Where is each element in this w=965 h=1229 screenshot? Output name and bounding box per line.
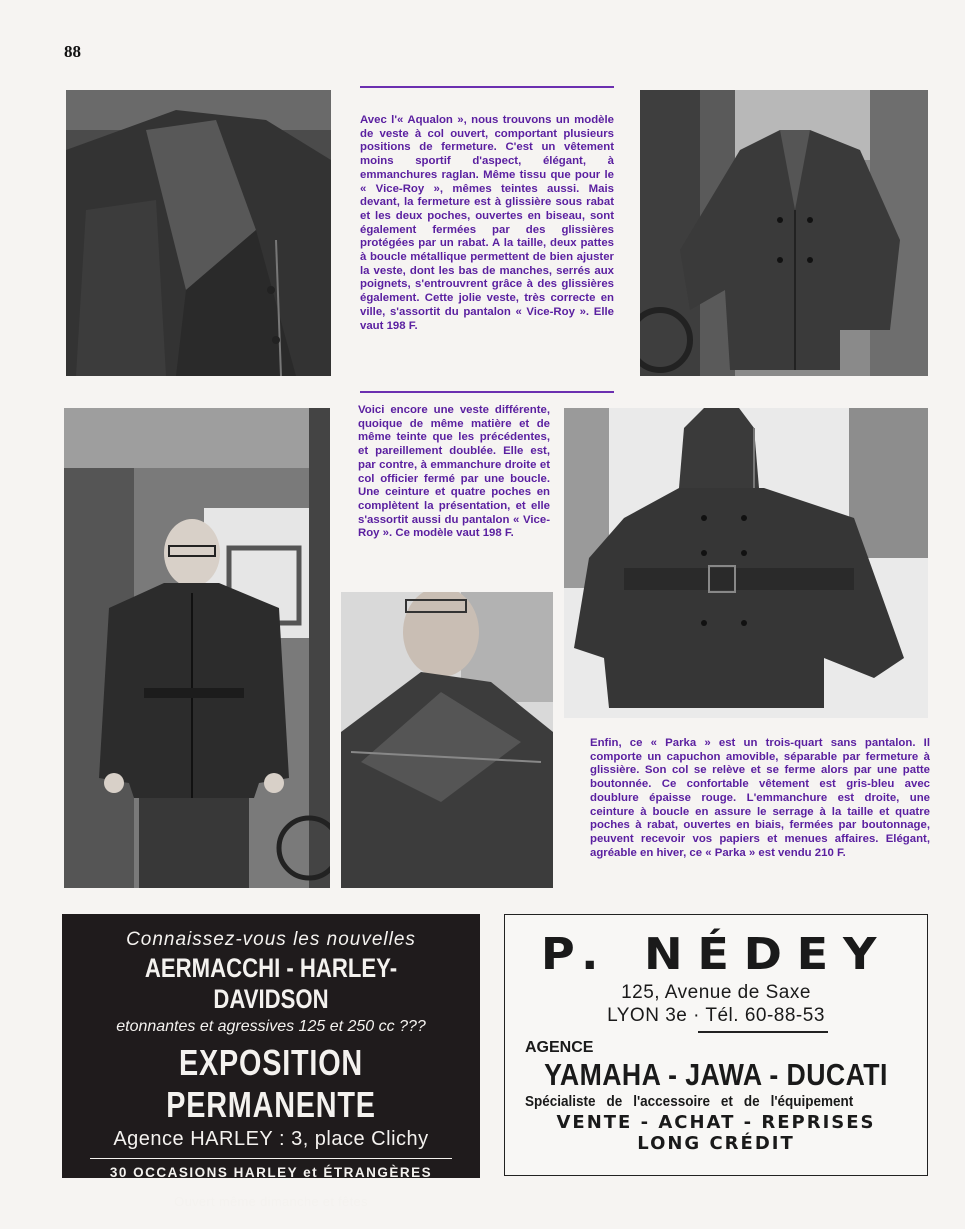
photo-aqualon-jacket-closeup <box>66 90 331 376</box>
ad-left-hours: Ouvert même dimanche et fêtes <box>174 1194 368 1209</box>
ad-left-brands: AERMACCHI - HARLEY-DAVIDSON <box>144 953 398 1014</box>
ad-harley-davidson <box>62 914 480 1209</box>
photo-aqualon-jacket-shop <box>640 90 928 376</box>
page-number: 88 <box>64 42 81 61</box>
ad-right-divider <box>698 1031 828 1033</box>
ad-right-specialist: Spécialiste de l'accessoire et de l'équipement <box>525 1092 854 1110</box>
ad-left-divider <box>90 1158 452 1159</box>
ad-right-vente: VENTE - ACHAT - REPRISES <box>556 1111 876 1133</box>
article-aqualon-text: Avec l'« Aqualon », nous trouvons un modèle de veste à col ouvert, comportant plusieurs positions de fermeture. C'est un vêtement moins sportif d'aspect, élégant, à emmanchures raglan. Même tissu que pour le « Vice-Roy », mêmes teintes aussi. Mais devant, la fermeture est à glissière sous rabat et les deux poches, ouvertes en biseau, sont également fermées par des glissières protégées par un rabat. A la taille, deux pattes à boucle métallique permettent de bien ajuster la veste, dont les bas de manches, serrés aux poignets, s'entrouvrent grâce à des glissières également. Cette jolie veste, très correcte en ville, s'assortit du pantalon « Vice-Roy ». Elle vaut 198 F. <box>360 114 614 332</box>
ad-right-credit: LONG CRÉDIT <box>637 1132 795 1154</box>
article-parka <box>590 737 930 860</box>
ad-right-city: LYON 3e · Tél. 60-88-53 <box>607 1005 825 1026</box>
ad-nedey <box>504 914 928 1176</box>
ad-right-brand: P. NÉDEY <box>540 929 892 980</box>
ad-left-address: Agence HARLEY : 3, place Clichy <box>113 1128 429 1150</box>
ad-left-tagline: etonnantes et agressives 125 et 250 cc ??? <box>116 1018 426 1035</box>
article-officier-text: Voici encore une veste différente, quoique de même matière et de même teinte que les précédentes, et pareillement doublée. Elle est, par contre, à emmanchure droite et col officier fermé par une boucle. Une ceinture et quatre poches en complètent la présentation, et elle s'assortit aussi du pantalon « Vice-Roy ». Ce modèle vaut 198 F. <box>358 404 550 540</box>
article-officier <box>358 404 550 541</box>
ad-left-occasions: 30 OCCASIONS HARLEY et ÉTRANGÈRES <box>109 1165 433 1180</box>
ad-right-brands: YAMAHA - JAWA - DUCATI <box>544 1056 888 1092</box>
ad-right-agence: AGENCE <box>525 1038 594 1056</box>
rule-bottom <box>360 391 614 393</box>
photo-collar-closeup <box>341 592 553 888</box>
article-aqualon <box>360 114 614 333</box>
article-parka-text: Enfin, ce « Parka » est un trois-quart sans pantalon. Il comporte un capuchon amovible, séparable par fermeture à glissière. Son col se relève et se ferme alors par une patte boutonnée. Ce confortable vêtement est gris-bleu avec doublure épaisse rouge. L'emmanchure est droite, une ceinture à boucle en assure le serrage à la taille et quatre poches à rabat, ouvertes en biais, fermées par boutonnage, peuvent recevoir vos papiers et menues affaires. Elégant, agréable en hiver, ce « Parka » est vendu 210 F. <box>590 737 930 859</box>
ad-right-address: 125, Avenue de Saxe <box>621 982 811 1003</box>
photo-parka-hooded <box>564 408 928 718</box>
rule-top <box>360 86 614 88</box>
ad-left-line1: Connaissez-vous les nouvelles <box>126 929 416 950</box>
ad-left-exposition: EXPOSITION PERMANENTE <box>166 1042 376 1125</box>
photo-man-in-jacket <box>64 408 330 888</box>
